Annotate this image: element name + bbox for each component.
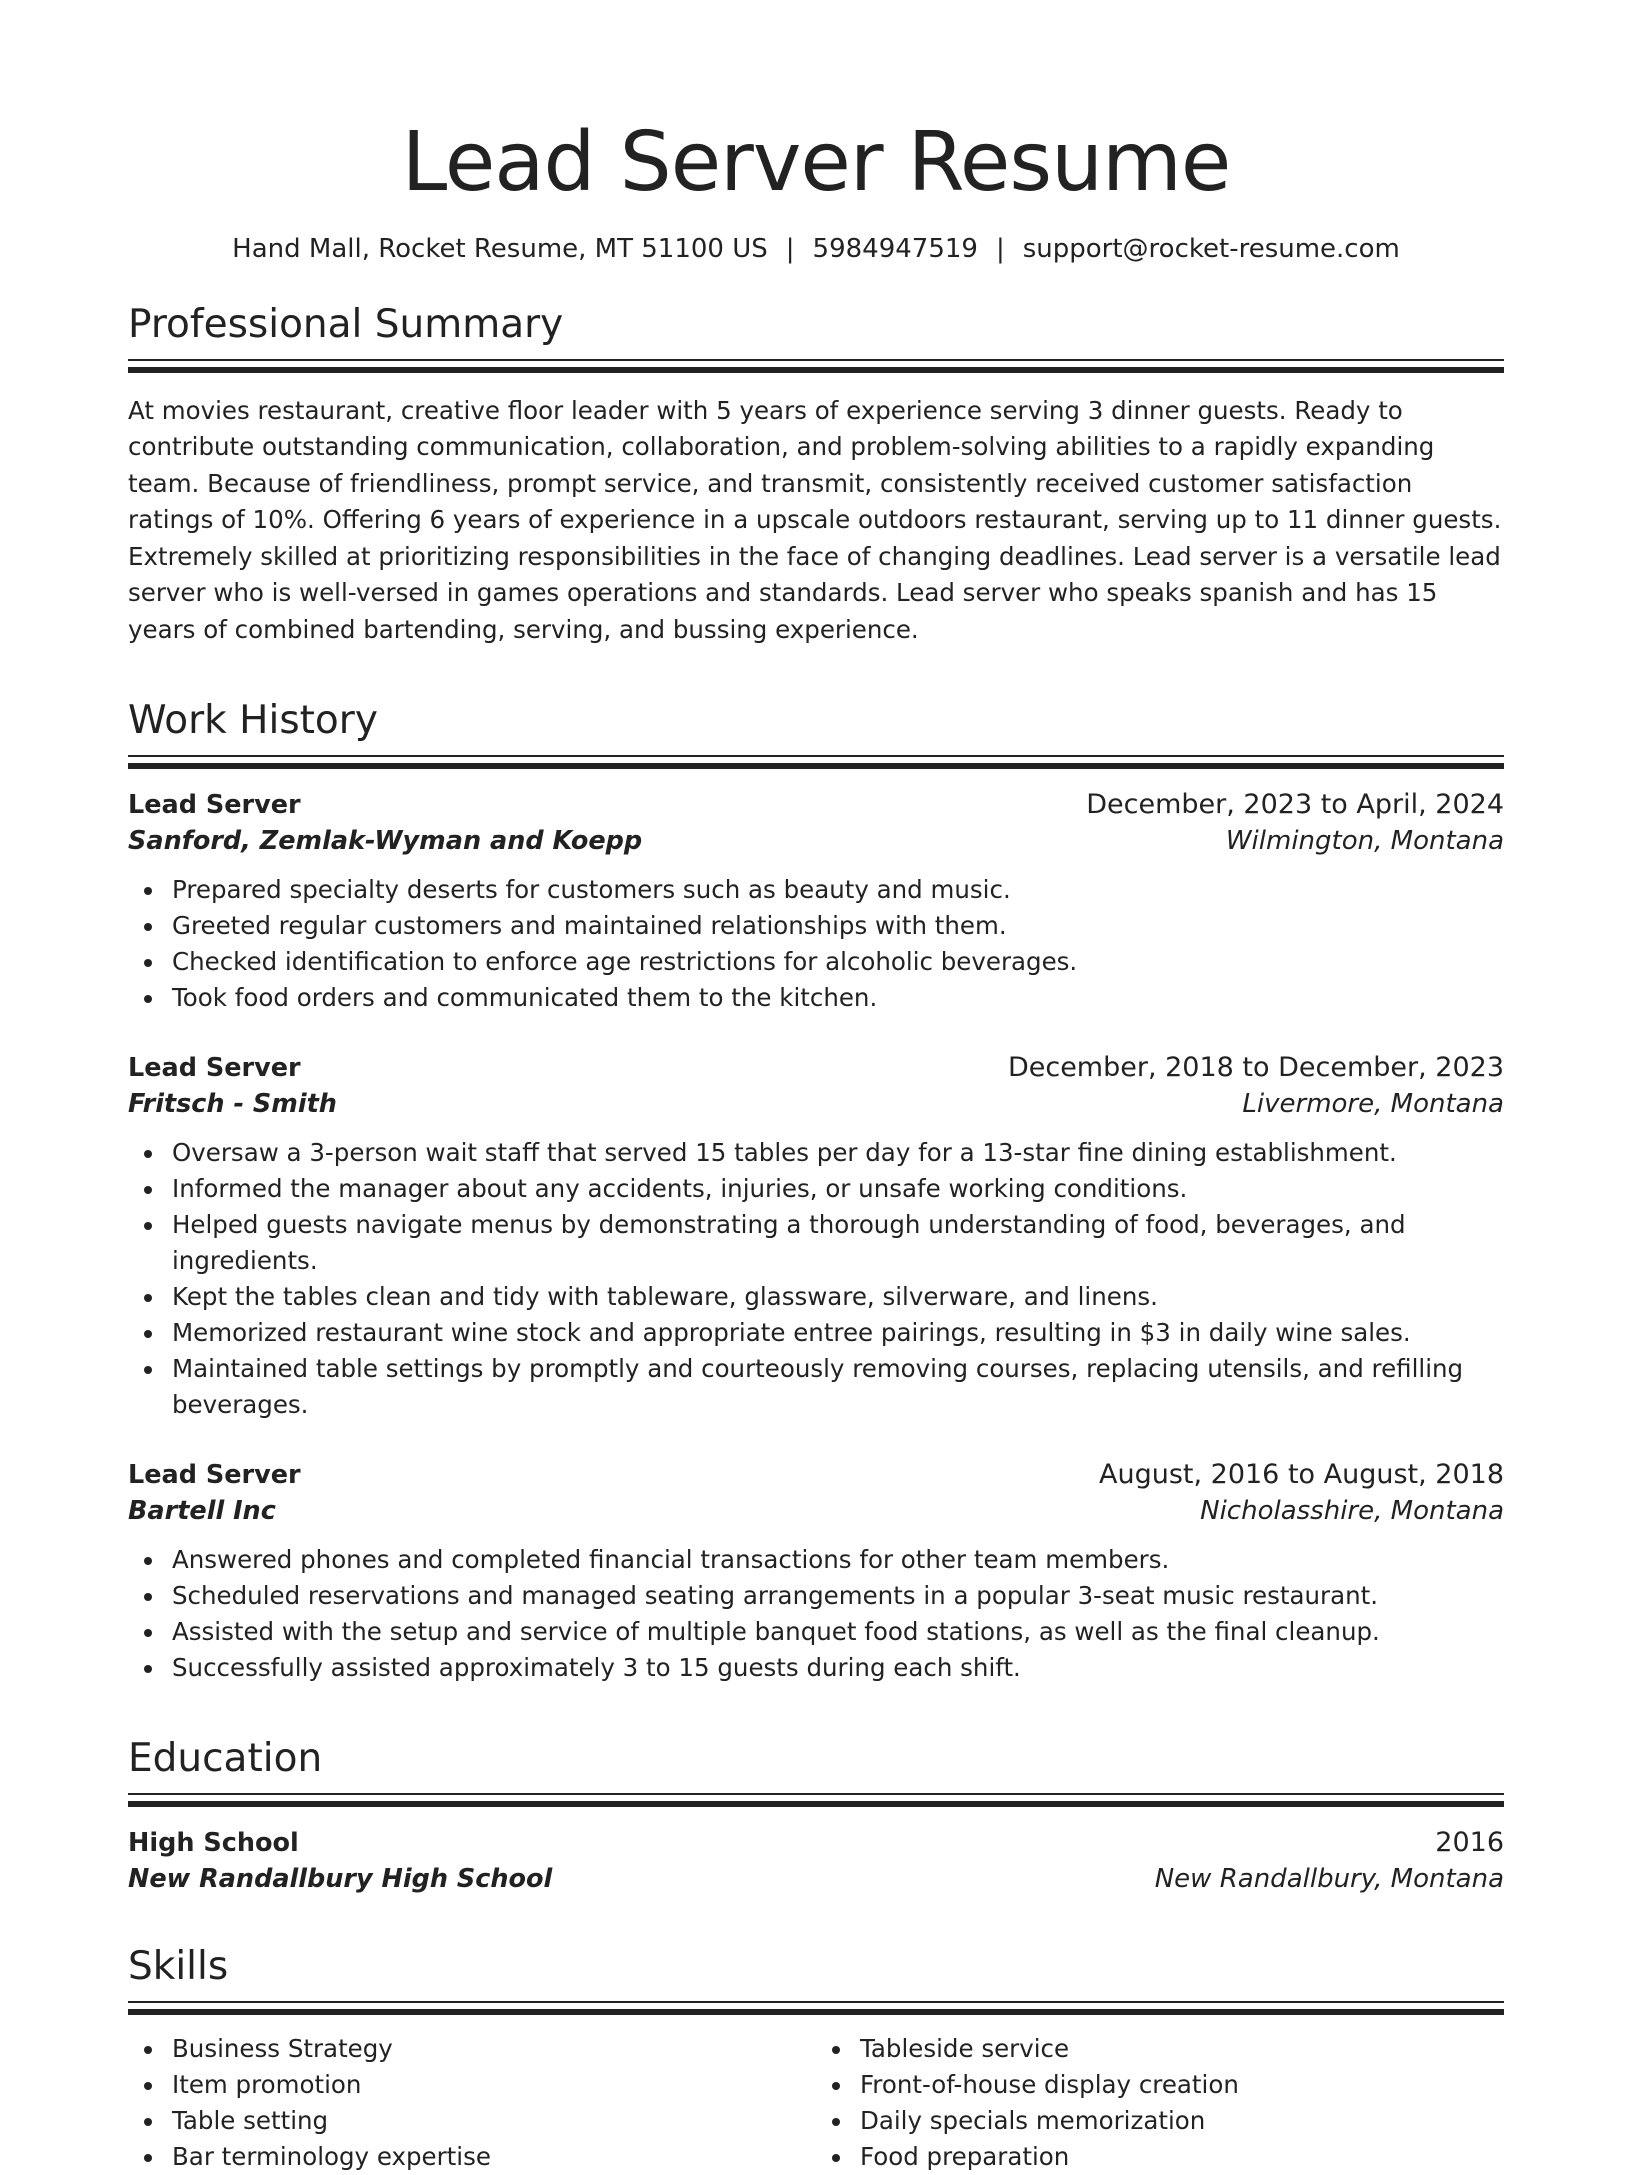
job-entry: [128, 1052, 1504, 1423]
skills-list-left: [128, 2031, 816, 2175]
job-entry: [128, 1459, 1504, 1686]
job-location: Livermore, Montana: [1242, 1089, 1504, 1120]
section-divider: [128, 359, 1504, 373]
section-divider: [128, 755, 1504, 769]
summary-section: [128, 302, 1504, 648]
job-location: Nicholasshire, Montana: [1200, 1496, 1504, 1527]
contact-email: support@rocket-resume.com: [1022, 234, 1400, 265]
section-divider: [128, 2001, 1504, 2015]
job-company: Sanford, Zemlak-Wyman and Koepp: [128, 826, 643, 857]
skills-section: [128, 1944, 1504, 2175]
contact-address: Hand Mall, Rocket Resume, MT 51100 US: [232, 234, 768, 265]
summary-text: At movies restaurant, creative floor leader with 5 years of experience serving 3 dinner guests. Ready to contribute outstanding communication, collaboration, and problem-solving abilities to a rapidly expanding team. Because of friendliness, prompt service, and transmit, consistently received customer satisfaction ratings of 10%. Offering 6 years of experience in a upscale outdoors restaurant, serving up to 11 dinner guests. Extremely skilled at prioritizing responsibilities in the face of changing deadlines. Lead server is a versatile lead server who is well-versed in games operations and standards. Lead server who speaks spanish and has 15 years of combined bartending, serving, and bussing experience.: [128, 395, 1502, 644]
job-bullet: Checked identification to enforce age restrictions for alcoholic beverages.: [128, 944, 1504, 980]
section-title-work-history: Work History: [128, 698, 378, 744]
job-location: Wilmington, Montana: [1225, 826, 1504, 857]
job-company: Fritsch - Smith: [128, 1089, 337, 1120]
work-history-section: [128, 698, 1504, 1686]
job-bullet: Assisted with the setup and service of multiple banquet food stations, as well as the final cleanup.: [128, 1614, 1504, 1650]
job-bullet: Prepared specialty deserts for customers such as beauty and music.: [128, 872, 1504, 908]
resume-title: Lead Server Resume: [401, 115, 1231, 210]
job-title: Lead Server: [128, 790, 301, 821]
section-divider: [128, 1793, 1504, 1807]
job-bullet: Took food orders and communicated them to the kitchen.: [128, 980, 1504, 1016]
education-school: New Randallbury High School: [128, 1864, 553, 1895]
contact-separator: |: [995, 234, 1005, 265]
contact-line: [128, 234, 1504, 264]
job-bullet: Helped guests navigate menus by demonstrating a thorough understanding of food, beverages, and ingredients.: [128, 1207, 1504, 1279]
job-dates: December, 2023 to April, 2024: [1086, 789, 1504, 821]
education-year: 2016: [1435, 1827, 1504, 1859]
skill-item: Item promotion: [128, 2067, 816, 2103]
job-dates: August, 2016 to August, 2018: [1099, 1459, 1504, 1491]
job-entry: [128, 789, 1504, 1016]
job-bullet: Maintained table settings by promptly and courteously removing courses, replacing utensils, and refilling beverages.: [128, 1351, 1504, 1423]
skill-item: Daily specials memorization: [816, 2103, 1504, 2139]
job-bullet: Successfully assisted approximately 3 to 15 guests during each shift.: [128, 1650, 1504, 1686]
job-bullet: Scheduled reservations and managed seating arrangements in a popular 3-seat music restaurant.: [128, 1578, 1504, 1614]
job-bullet: Answered phones and completed financial transactions for other team members.: [128, 1542, 1504, 1578]
job-bullet-list: [128, 872, 1504, 1016]
job-title: Lead Server: [128, 1460, 301, 1491]
skills-list-right: [816, 2031, 1504, 2175]
job-bullet: Greeted regular customers and maintained relationships with them.: [128, 908, 1504, 944]
job-bullet: Memorized restaurant wine stock and appropriate entree pairings, resulting in $3 in daily wine sales.: [128, 1315, 1504, 1351]
section-title-education: Education: [128, 1736, 323, 1782]
education-location: New Randallbury, Montana: [1154, 1864, 1504, 1895]
skill-item: Table setting: [128, 2103, 816, 2139]
job-title: Lead Server: [128, 1053, 301, 1084]
skill-item: Business Strategy: [128, 2031, 816, 2067]
contact-phone: 5984947519: [812, 234, 978, 265]
education-degree: High School: [128, 1828, 299, 1859]
job-bullet-list: [128, 1135, 1504, 1423]
job-bullet: Kept the tables clean and tidy with tableware, glassware, silverware, and linens.: [128, 1279, 1504, 1315]
job-bullet-list: [128, 1542, 1504, 1686]
section-title-skills: Skills: [128, 1944, 229, 1990]
skill-item: Front-of-house display creation: [816, 2067, 1504, 2103]
skills-columns: [128, 2031, 1504, 2175]
education-section: [128, 1736, 1504, 1894]
section-title-summary: Professional Summary: [128, 302, 564, 348]
skill-item: Food preparation: [816, 2139, 1504, 2175]
job-bullet: Oversaw a 3-person wait staff that served 15 tables per day for a 13-star fine dining establishment.: [128, 1135, 1504, 1171]
education-entry: [128, 1827, 1504, 1894]
job-dates: December, 2018 to December, 2023: [1007, 1052, 1504, 1084]
job-bullet: Informed the manager about any accidents, injuries, or unsafe working conditions.: [128, 1171, 1504, 1207]
job-company: Bartell Inc: [128, 1496, 276, 1527]
skill-item: Bar terminology expertise: [128, 2139, 816, 2175]
skill-item: Tableside service: [816, 2031, 1504, 2067]
contact-separator: |: [785, 234, 795, 265]
